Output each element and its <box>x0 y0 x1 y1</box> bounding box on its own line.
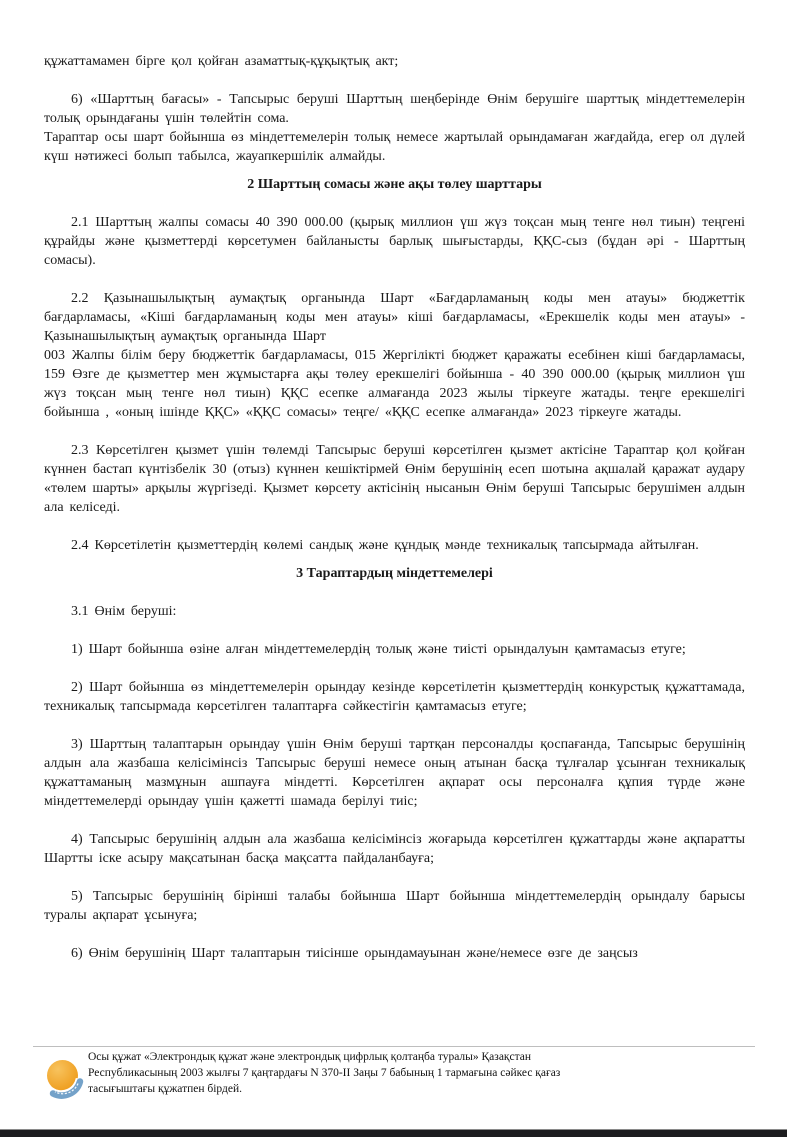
section-3-heading: 3 Тараптардың міндеттемелері <box>296 566 493 581</box>
paragraph-obligation-item-3: 3) Шарттың талаптарын орындау үшін Өнім беруші тартқан персоналды қоспағанда, Тапсырыс берушінің алдын ала жазбаша келісімінсіз Тапсырыс беруші немесе оның атынан басқа тұлғалар ұсынған техникалық құжаттаманың мазмұнын ашпауға міндетті. Көрсетілген ақпарат осы персоналға құпия түрде және міндеттемелерді орындау үшін қажетті шамада берілуі тиіс; <box>44 737 745 809</box>
footer-separator-line <box>33 1046 755 1047</box>
paragraph-intro: құжаттамамен бірге қол қойған азаматтық-құқықтық акт; <box>44 54 399 69</box>
esignature-footer <box>44 1049 704 1097</box>
paragraph-clause-3-1: 3.1 Өнім беруші: <box>71 604 177 619</box>
paragraph-force-majeure: Тараптар осы шарт бойынша өз міндеттемелерін толық немесе жартылай орындамаған жағдайда, егер ол дүлей күш нәтижесі болып табылса, жауапкершілік алмайды. <box>44 130 745 164</box>
section-2-heading: 2 Шарттың сомасы және ақы төлеу шарттары <box>247 177 542 192</box>
paragraph-obligation-item-2: 2) Шарт бойынша өз міндеттемелерін орындау кезінде көрсетілетін қызметтердің конкурстық құжаттамада, техникалық тапсырмада көрсетілген талаптарға сәйкестігін қамтамасыз етуге; <box>44 680 745 714</box>
paragraph-obligation-item-5: 5) Тапсырыс берушінің бірінші талабы бойынша Шарт бойынша міндеттемелердің орындалу барысы туралы ақпарат ұсынуға; <box>44 889 745 923</box>
paragraph-clause-2-2-part2: 003 Жалпы білім беру бюджеттік бағдарламасы, 015 Жергілікті бюджет қаражаты есебінен кіші бағдарламасы, 159 Өзге де қызметтер мен жұмыстарға ақы төлеу ерекшелігі бойынша - 40 390 000.00 (қырық миллион үш жүз тоқсан мың тенге нөл тиын) ҚҚС есепке алмағанда 2023 жылы тіркеуге жатады. теңге ерекшелігі бойынша , «оның ішінде ҚҚС» «ҚҚС сомасы» теңге/ «ҚҚС есепке алмағанда» 2023 тіркеуге жатады. <box>44 348 745 420</box>
esignature-note <box>88 1049 688 1097</box>
esignature-note-line-1: Осы құжат «Электрондық құжат және электрондық цифрлық қолтаңба туралы» Қазақстан <box>88 1051 532 1063</box>
contract-document-page <box>44 52 745 963</box>
paragraph-obligation-item-6: 6) Өнім берушінің Шарт талаптарын тиісінше орындамауынан және/немесе өзге де заңсыз <box>71 946 638 961</box>
paragraph-clause-2-1: 2.1 Шарттың жалпы сомасы 40 390 000.00 (қырық миллион үш жүз тоқсан мың тенге нөл тиын) теңгені құрайды және қызметтерді көрсетумен байланысты барлық шығыстарды, ҚҚС-сыз (бұдан әрі - Шарттың сомасы). <box>44 215 745 268</box>
window-bottom-edge <box>0 1129 787 1137</box>
egov-icon <box>44 1057 84 1102</box>
esignature-note-line-2: Республикасының 2003 жылғы 7 қаңтардағы N 370-II Заңы 7 бабының 1 тармағына сәйкес қағаз <box>88 1067 561 1079</box>
paragraph-clause-2-4: 2.4 Көрсетілетін қызметтердің көлемі сандық және құндық мәнде техникалық тапсырмада айтылған. <box>71 538 699 553</box>
esignature-note-line-3: тасығыштағы құжатпен бірдей. <box>88 1083 243 1095</box>
paragraph-clause-2-2-part1: 2.2 Қазынашылықтың аумақтық органында Шарт «Бағдарламаның коды мен атауы» бюджеттік бағдарламасы, «Кіші бағдарламаның коды мен атауы» кіші бағдарламасы, «Ерекшелік коды мен атауы» - Қазынашылықтың аумақтық органында Шарт <box>44 291 745 344</box>
paragraph-clause-6-price: 6) «Шарттың бағасы» - Тапсырыс беруші Шарттың шеңберінде Өнім берушіге шарттық міндеттемелерін толық орындағаны үшін төлейтін сома. <box>44 92 745 126</box>
paragraph-obligation-item-4: 4) Тапсырыс берушінің алдын ала жазбаша келісімінсіз жоғарыда көрсетілген құжаттарды және ақпаратты Шартты іске асыру мақсатынан басқа мақсатта пайдаланбауға; <box>44 832 745 866</box>
paragraph-obligation-item-1: 1) Шарт бойынша өзіне алған міндеттемелердің толық және тиісті орындалуын қамтамасыз етуге; <box>71 642 686 657</box>
paragraph-clause-2-3: 2.3 Көрсетілген қызмет үшін төлемді Тапсырыс беруші көрсетілген қызмет актісіне Тараптар қол қойған күннен бастап күнтізбелік 30 (отыз) күннен кешіктірмей Өнім берушінің есеп шотына ақшалай қаражат аудару «төлем шарты» арқылы жүргізеді. Қызмет көрсету актісінің нысанын Өнім беруші Тапсырыс берушімен алдын ала келіседі. <box>44 443 745 515</box>
